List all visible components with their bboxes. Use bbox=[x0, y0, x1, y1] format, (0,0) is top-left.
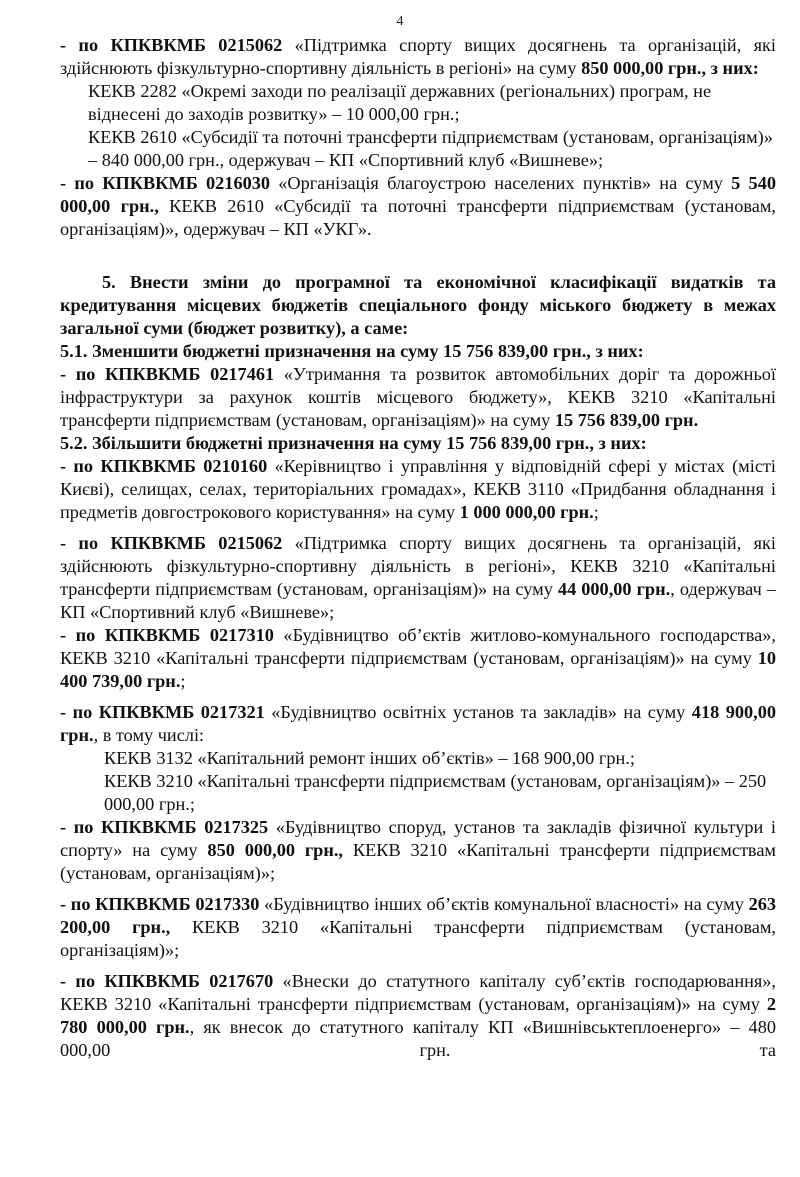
bold-text-run: 5. Внести зміни до програмної та економічної класифікації видатків та кредитування місцевих бюджетів спеціального фонду міського бюджету в межах загальної суми (бюджет розвитку), а саме: bbox=[60, 272, 776, 338]
text-run: «Будівництво інших об’єктів комунальної власності» на суму bbox=[259, 894, 749, 914]
paragraph bbox=[60, 816, 776, 885]
bold-text-run: 5 540 000,00 грн., bbox=[60, 173, 776, 216]
bold-text-run: 44 000,00 грн. bbox=[557, 579, 671, 599]
bold-text-run: 5.2. Збільшити бюджетні призначення на суму 15 756 839,00 грн., з них: bbox=[60, 433, 647, 453]
bold-text-run: 850 000,00 грн. bbox=[581, 58, 702, 78]
text-run: КЕКВ 3132 «Капітальний ремонт інших об’єктів» – 168 900,00 грн.; bbox=[104, 748, 635, 768]
paragraph bbox=[60, 970, 776, 1062]
paragraph bbox=[60, 532, 776, 624]
bold-text-run: 5.1. Зменшити бюджетні призначення на суму 15 756 839,00 грн., з них: bbox=[60, 341, 644, 361]
text-run: КЕКВ 2610 «Субсидії та поточні трансферти підприємствам (установам, організаціям)», одержувач – КП «УКГ». bbox=[60, 196, 776, 239]
text-run: ; bbox=[593, 502, 599, 522]
bold-text-run: , з них: bbox=[701, 58, 759, 78]
paragraph bbox=[60, 455, 776, 524]
paragraph bbox=[60, 747, 776, 770]
bold-text-run: - по КПКВКМБ 0217325 bbox=[60, 817, 269, 837]
text-run: КЕКВ 3210 «Капітальні трансферти підприємствам (установам, організаціям)»; bbox=[60, 917, 776, 960]
paragraph bbox=[60, 363, 776, 432]
page-number: 4 bbox=[396, 14, 404, 29]
bold-text-run: 10 400 739,00 грн. bbox=[60, 648, 776, 691]
paragraph bbox=[60, 172, 776, 241]
bold-text-run: - по КПКВКМБ 0215062 bbox=[60, 35, 283, 55]
text-run: «Підтримка спорту вищих досягнень та організацій, які здійснюють фізкультурно-спортивну діяльність в регіоні» на суму bbox=[60, 35, 776, 78]
bold-text-run: - по КПКВКМБ 0217670 bbox=[60, 971, 274, 991]
bold-text-run: - по КПКВКМБ 0216030 bbox=[60, 173, 271, 193]
bold-text-run: - по КПКВКМБ 0217310 bbox=[60, 625, 274, 645]
text-run: , одержувач – КП «Спортивний клуб «Вишневе»; bbox=[60, 579, 776, 622]
bold-text-run: 15 756 839,00 грн. bbox=[554, 410, 699, 430]
bold-text-run: 263 200,00 грн., bbox=[60, 894, 776, 937]
bold-text-run: 418 900,00 грн. bbox=[60, 702, 776, 745]
text-run: КЕКВ 3210 «Капітальні трансферти підприємствам (установам, організаціям)» – 250 000,00 грн.; bbox=[104, 771, 767, 814]
text-run: «Будівництво об’єктів житлово-комунального господарства», КЕКВ 3210 «Капітальні трансферти підприємствам (установам, організаціям)» на суму bbox=[60, 625, 776, 668]
paragraph bbox=[60, 770, 776, 816]
text-run: ; bbox=[180, 671, 186, 691]
text-run: «Утримання та розвиток автомобільних доріг та дорожньої інфраструктури за рахунок коштів місцевого бюджету», КЕКВ 3210 «Капітальні трансферти підприємствам (установам, організаціям)» на суму bbox=[60, 364, 777, 430]
text-run: КЕКВ 2282 «Окремі заходи по реалізації державних (регіональних) програм, не віднесені до заходів розвитку» – 10 000,00 грн.; bbox=[88, 81, 712, 124]
text-run: «Керівництво і управління у відповідній сфері у містах (місті Києві), селищах, селах, територіальних громадах», КЕКВ 3110 «Придбання обладнання і предметів довгострокового користування» на суму bbox=[60, 456, 776, 522]
bold-text-run: - по КПКВКМБ 0217461 bbox=[60, 364, 275, 384]
text-run: , як внесок до статутного капіталу КП «Вишнівськтеплоенерго» – 480 000,00 грн. та bbox=[60, 1017, 776, 1060]
paragraph bbox=[60, 340, 776, 363]
bold-text-run: - по КПКВКМБ 0215062 bbox=[60, 533, 283, 553]
text-run: КЕКВ 2610 «Субсидії та поточні трансферти підприємствам (установам, організаціям)» – 840 000,00 грн., одержувач – КП «Спортивний клуб «Вишневе»; bbox=[88, 127, 773, 170]
bold-text-run: 850 000,00 грн., bbox=[207, 840, 344, 860]
bold-text-run: - по КПКВКМБ 0217321 bbox=[60, 702, 265, 722]
text-run: КЕКВ 3210 «Капітальні трансферти підприємствам (установам, організаціям)»; bbox=[60, 840, 777, 883]
text-run: «Організація благоустрою населених пунктів» на суму bbox=[270, 173, 732, 193]
bold-text-run: - по КПКВКМБ 0217330 bbox=[60, 894, 260, 914]
paragraph bbox=[60, 80, 776, 126]
text-run: «Підтримка спорту вищих досягнень та організацій, які здійснюють фізкультурно-спортивну діяльність в регіоні», КЕКВ 3210 «Капітальні трансферти підприємствам (установам, організаціям)» на суму bbox=[60, 533, 776, 599]
bold-text-run: 1 000 000,00 грн. bbox=[459, 502, 594, 522]
paragraph bbox=[60, 624, 776, 693]
paragraph bbox=[60, 893, 776, 962]
paragraph bbox=[60, 126, 776, 172]
bold-text-run: 2 780 000,00 грн. bbox=[60, 994, 776, 1037]
text-run: «Будівництво споруд, установ та закладів фізичної культури і спорту» на суму bbox=[60, 817, 776, 860]
text-run: «Будівництво освітніх установ та закладів» на суму bbox=[264, 702, 692, 722]
paragraph bbox=[60, 271, 776, 340]
document-body bbox=[60, 34, 776, 1062]
bold-text-run: - по КПКВКМБ 0210160 bbox=[60, 456, 268, 476]
paragraph bbox=[60, 34, 776, 80]
paragraph bbox=[60, 701, 776, 747]
paragraph bbox=[60, 432, 776, 455]
text-run: , в тому числі: bbox=[93, 725, 205, 745]
text-run: «Внески до статутного капіталу суб’єктів господарювання», КЕКВ 3210 «Капітальні трансферти підприємствам (установам, організаціям)» на суму bbox=[60, 971, 776, 1014]
